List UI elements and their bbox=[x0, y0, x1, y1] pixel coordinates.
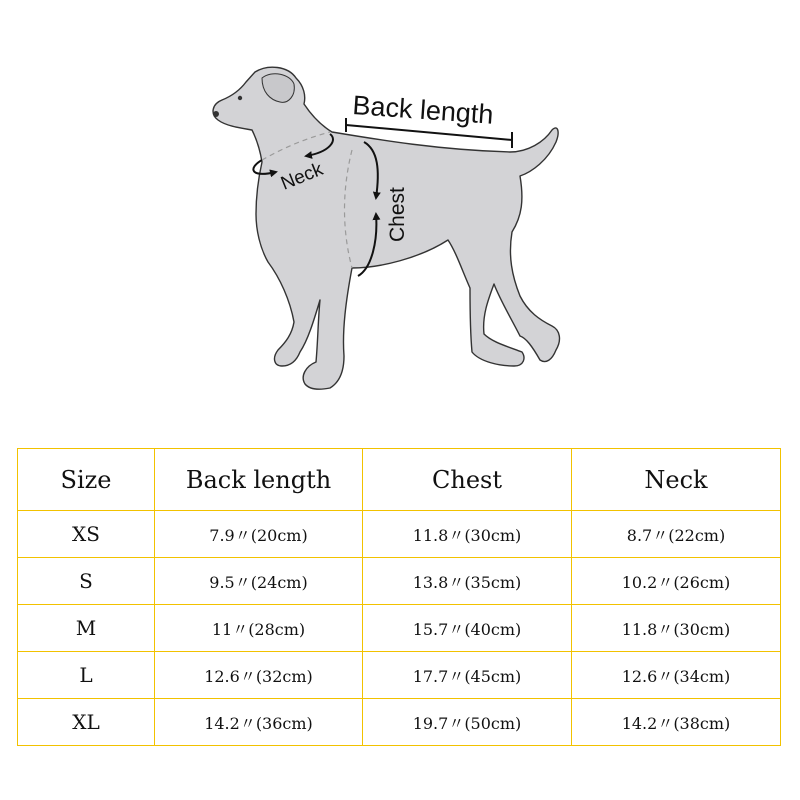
back-length-cell: 11〃(28cm) bbox=[155, 605, 363, 652]
chest-label: Chest bbox=[386, 187, 409, 242]
size-cell: S bbox=[18, 558, 155, 605]
header-chest: Chest bbox=[363, 449, 572, 511]
back-length-cell: 14.2〃(36cm) bbox=[155, 699, 363, 746]
table-row bbox=[18, 652, 781, 699]
size-cell: M bbox=[18, 605, 155, 652]
back-length-cell: 7.9〃(20cm) bbox=[155, 511, 363, 558]
neck-cell: 14.2〃(38cm) bbox=[572, 699, 781, 746]
chest-cell: 13.8〃(35cm) bbox=[363, 558, 572, 605]
chest-cell: 11.8〃(30cm) bbox=[363, 511, 572, 558]
back-length-cell: 9.5〃(24cm) bbox=[155, 558, 363, 605]
size-cell: XL bbox=[18, 699, 155, 746]
neck-cell: 10.2〃(26cm) bbox=[572, 558, 781, 605]
table-row bbox=[18, 605, 781, 652]
back-length-cell: 12.6〃(32cm) bbox=[155, 652, 363, 699]
table-header-row bbox=[18, 449, 781, 511]
header-back-length: Back length bbox=[155, 449, 363, 511]
table-row bbox=[18, 511, 781, 558]
chest-cell: 19.7〃(50cm) bbox=[363, 699, 572, 746]
back-length-label: Back length bbox=[351, 90, 495, 130]
neck-cell: 12.6〃(34cm) bbox=[572, 652, 781, 699]
table-row bbox=[18, 699, 781, 746]
neck-label: Neck bbox=[278, 158, 327, 195]
chest-cell: 15.7〃(40cm) bbox=[363, 605, 572, 652]
size-cell: XS bbox=[18, 511, 155, 558]
header-neck: Neck bbox=[572, 449, 781, 511]
neck-cell: 11.8〃(30cm) bbox=[572, 605, 781, 652]
size-cell: L bbox=[18, 652, 155, 699]
chest-cell: 17.7〃(45cm) bbox=[363, 652, 572, 699]
neck-cell: 8.7〃(22cm) bbox=[572, 511, 781, 558]
header-size: Size bbox=[18, 449, 155, 511]
size-chart-table bbox=[17, 448, 781, 746]
table-row bbox=[18, 558, 781, 605]
